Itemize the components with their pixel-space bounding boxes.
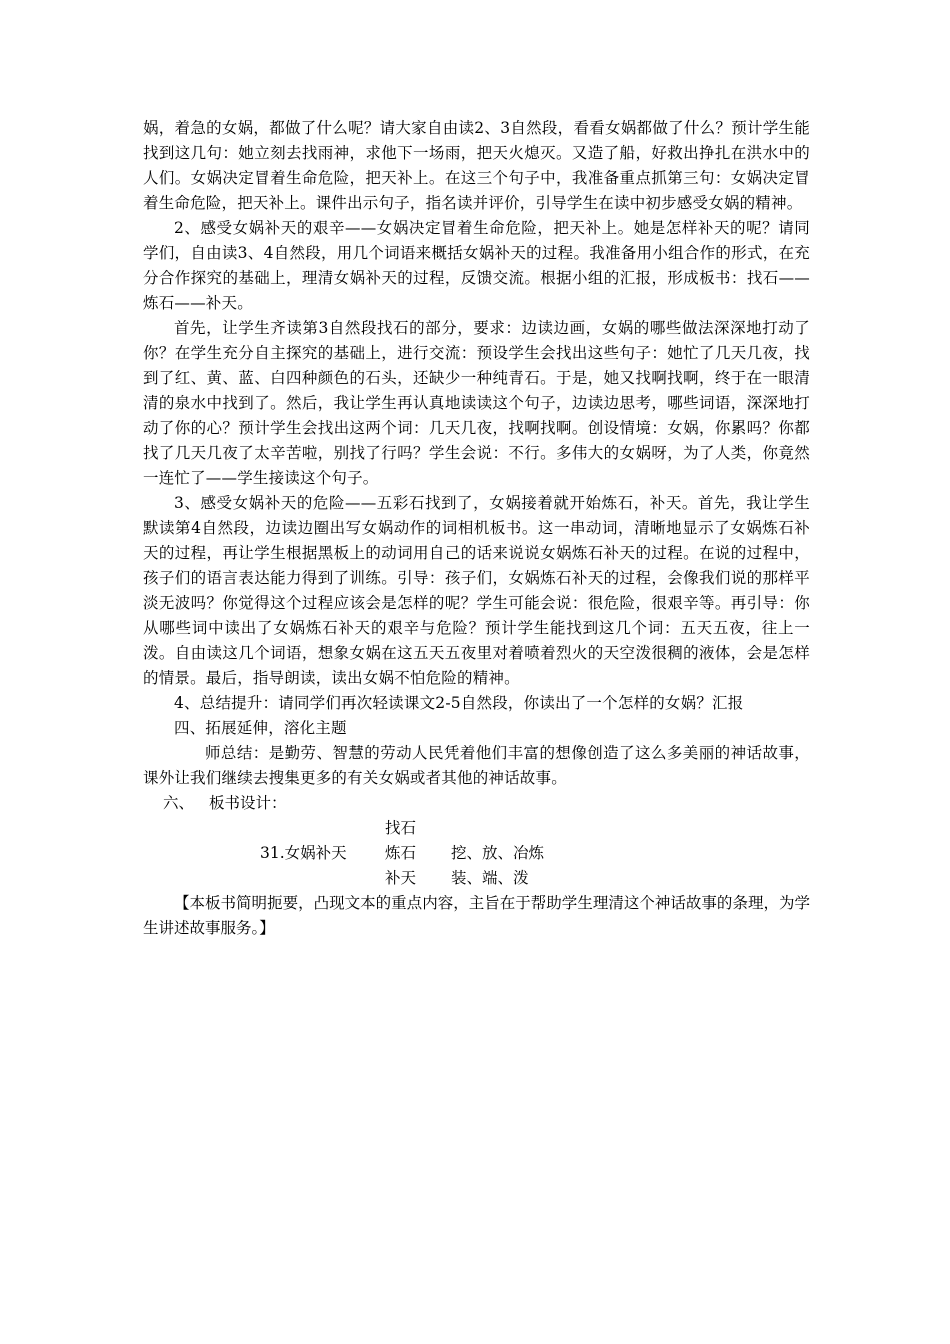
board-actions-smelt: 挖、放、冶炼: [451, 844, 545, 862]
section-six-label: 板书设计：: [209, 794, 287, 812]
board-title: 31.女娲补天: [260, 844, 347, 862]
board-step-find-stone: 找石: [385, 819, 417, 837]
section-four-heading: 四、拓展延伸，溶化主题: [174, 719, 347, 737]
paragraph-find-stone: 首先，让学生齐读第3自然段找石的部分，要求：边读边画，女娲的哪些做法深深地打动了你？在学生充分自主探究的基础上，进行交流：预设学生会找出这些句子：她忙了几天几夜，找到了红、黄、蓝、白四种颜色的石头，还缺少一种纯青石。于是，她又找啊找啊，终于在一眼清清的泉水中找到了。然后，我让学生再认真地读读这个句子，边读边思考，哪些词语，深深地打动了你的心？预计学生会找出这两个词：几天几夜，找啊找啊。创设情境：女娲，你累吗？你都找了几天几夜了太辛苦啦，别找了行吗？学生会说：不行。多伟大的女娲呀，为了人类，你竟然一连忙了——学生接读这个句子。: [143, 319, 810, 487]
paragraph-step-3: 3、感受女娲补天的危险——五彩石找到了，女娲接着就开始炼石，补天。首先，我让学生默读第4自然段，边读边圈出写女娲动作的词相机板书。这一串动词，清晰地显示了女娲炼石补天的过程，再让学生根据黑板上的动词用自己的话来说说女娲炼石补天的过程。在说的过程中，孩子们的语言表达能力得到了训练。引导：孩子们，女娲炼石补天的过程，会像我们说的那样平淡无波吗？你觉得这个过程应该会是怎样的呢？学生可能会说：很危险，很艰辛等。再引导：你从哪些词中读出了女娲炼石补天的艰辛与危险？预计学生能找到这几个词：五天五夜，往上一泼。自由读这几个词语，想象女娲在这五天五夜里对着喷着烈火的天空泼很稠的液体，会是怎样的情景。最后，指导朗读，读出女娲不怕危险的精神。: [143, 494, 810, 687]
paragraph-intro: 娲，着急的女娲，都做了什么呢？请大家自由读2、3自然段，看看女娲都做了什么？预计学生能找到这几句：她立刻去找雨神，求他下一场雨，把天火熄灭。又造了船，好救出挣扎在洪水中的人们。女娲决定冒着生命危险，把天补上。在这三个句子中，我准备重点抓第三句：女娲决定冒着生命危险，把天补上。课件出示句子，指名读并评价，引导学生在读中初步感受女娲的精神。: [143, 119, 810, 212]
section-six-number: 六、: [163, 794, 195, 812]
paragraph-teacher-summary: 师总结：是勤劳、智慧的劳动人民凭着他们丰富的想像创造了这么多美丽的神话故事，课外让我们继续去搜集更多的有关女娲或者其他的神话故事。: [143, 744, 810, 787]
paragraph-step-4: 4、总结提升：请同学们再次轻读课文2-5自然段，你读出了一个怎样的女娲？汇报: [174, 694, 744, 712]
section-six-heading: [143, 791, 810, 816]
blackboard-design: [143, 816, 810, 891]
paragraph-step-2: 2、感受女娲补天的艰辛——女娲决定冒着生命危险，把天补上。她是怎样补天的呢？请同学们，自由读3、4自然段，用几个词语来概括女娲补天的过程。我准备用小组合作的形式，在充分合作探究的基础上，理清女娲补天的过程，反馈交流。根据小组的汇报，形成板书：找石——炼石——补天。: [143, 219, 810, 312]
board-design-note: 【本板书简明扼要，凸现文本的重点内容，主旨在于帮助学生理清这个神话故事的条理，为学生讲述故事服务。】: [143, 894, 810, 937]
board-actions-mend: 装、端、泼: [451, 869, 529, 887]
board-step-smelt-stone: 炼石: [385, 844, 417, 862]
board-step-mend-sky: 补天: [385, 869, 417, 887]
